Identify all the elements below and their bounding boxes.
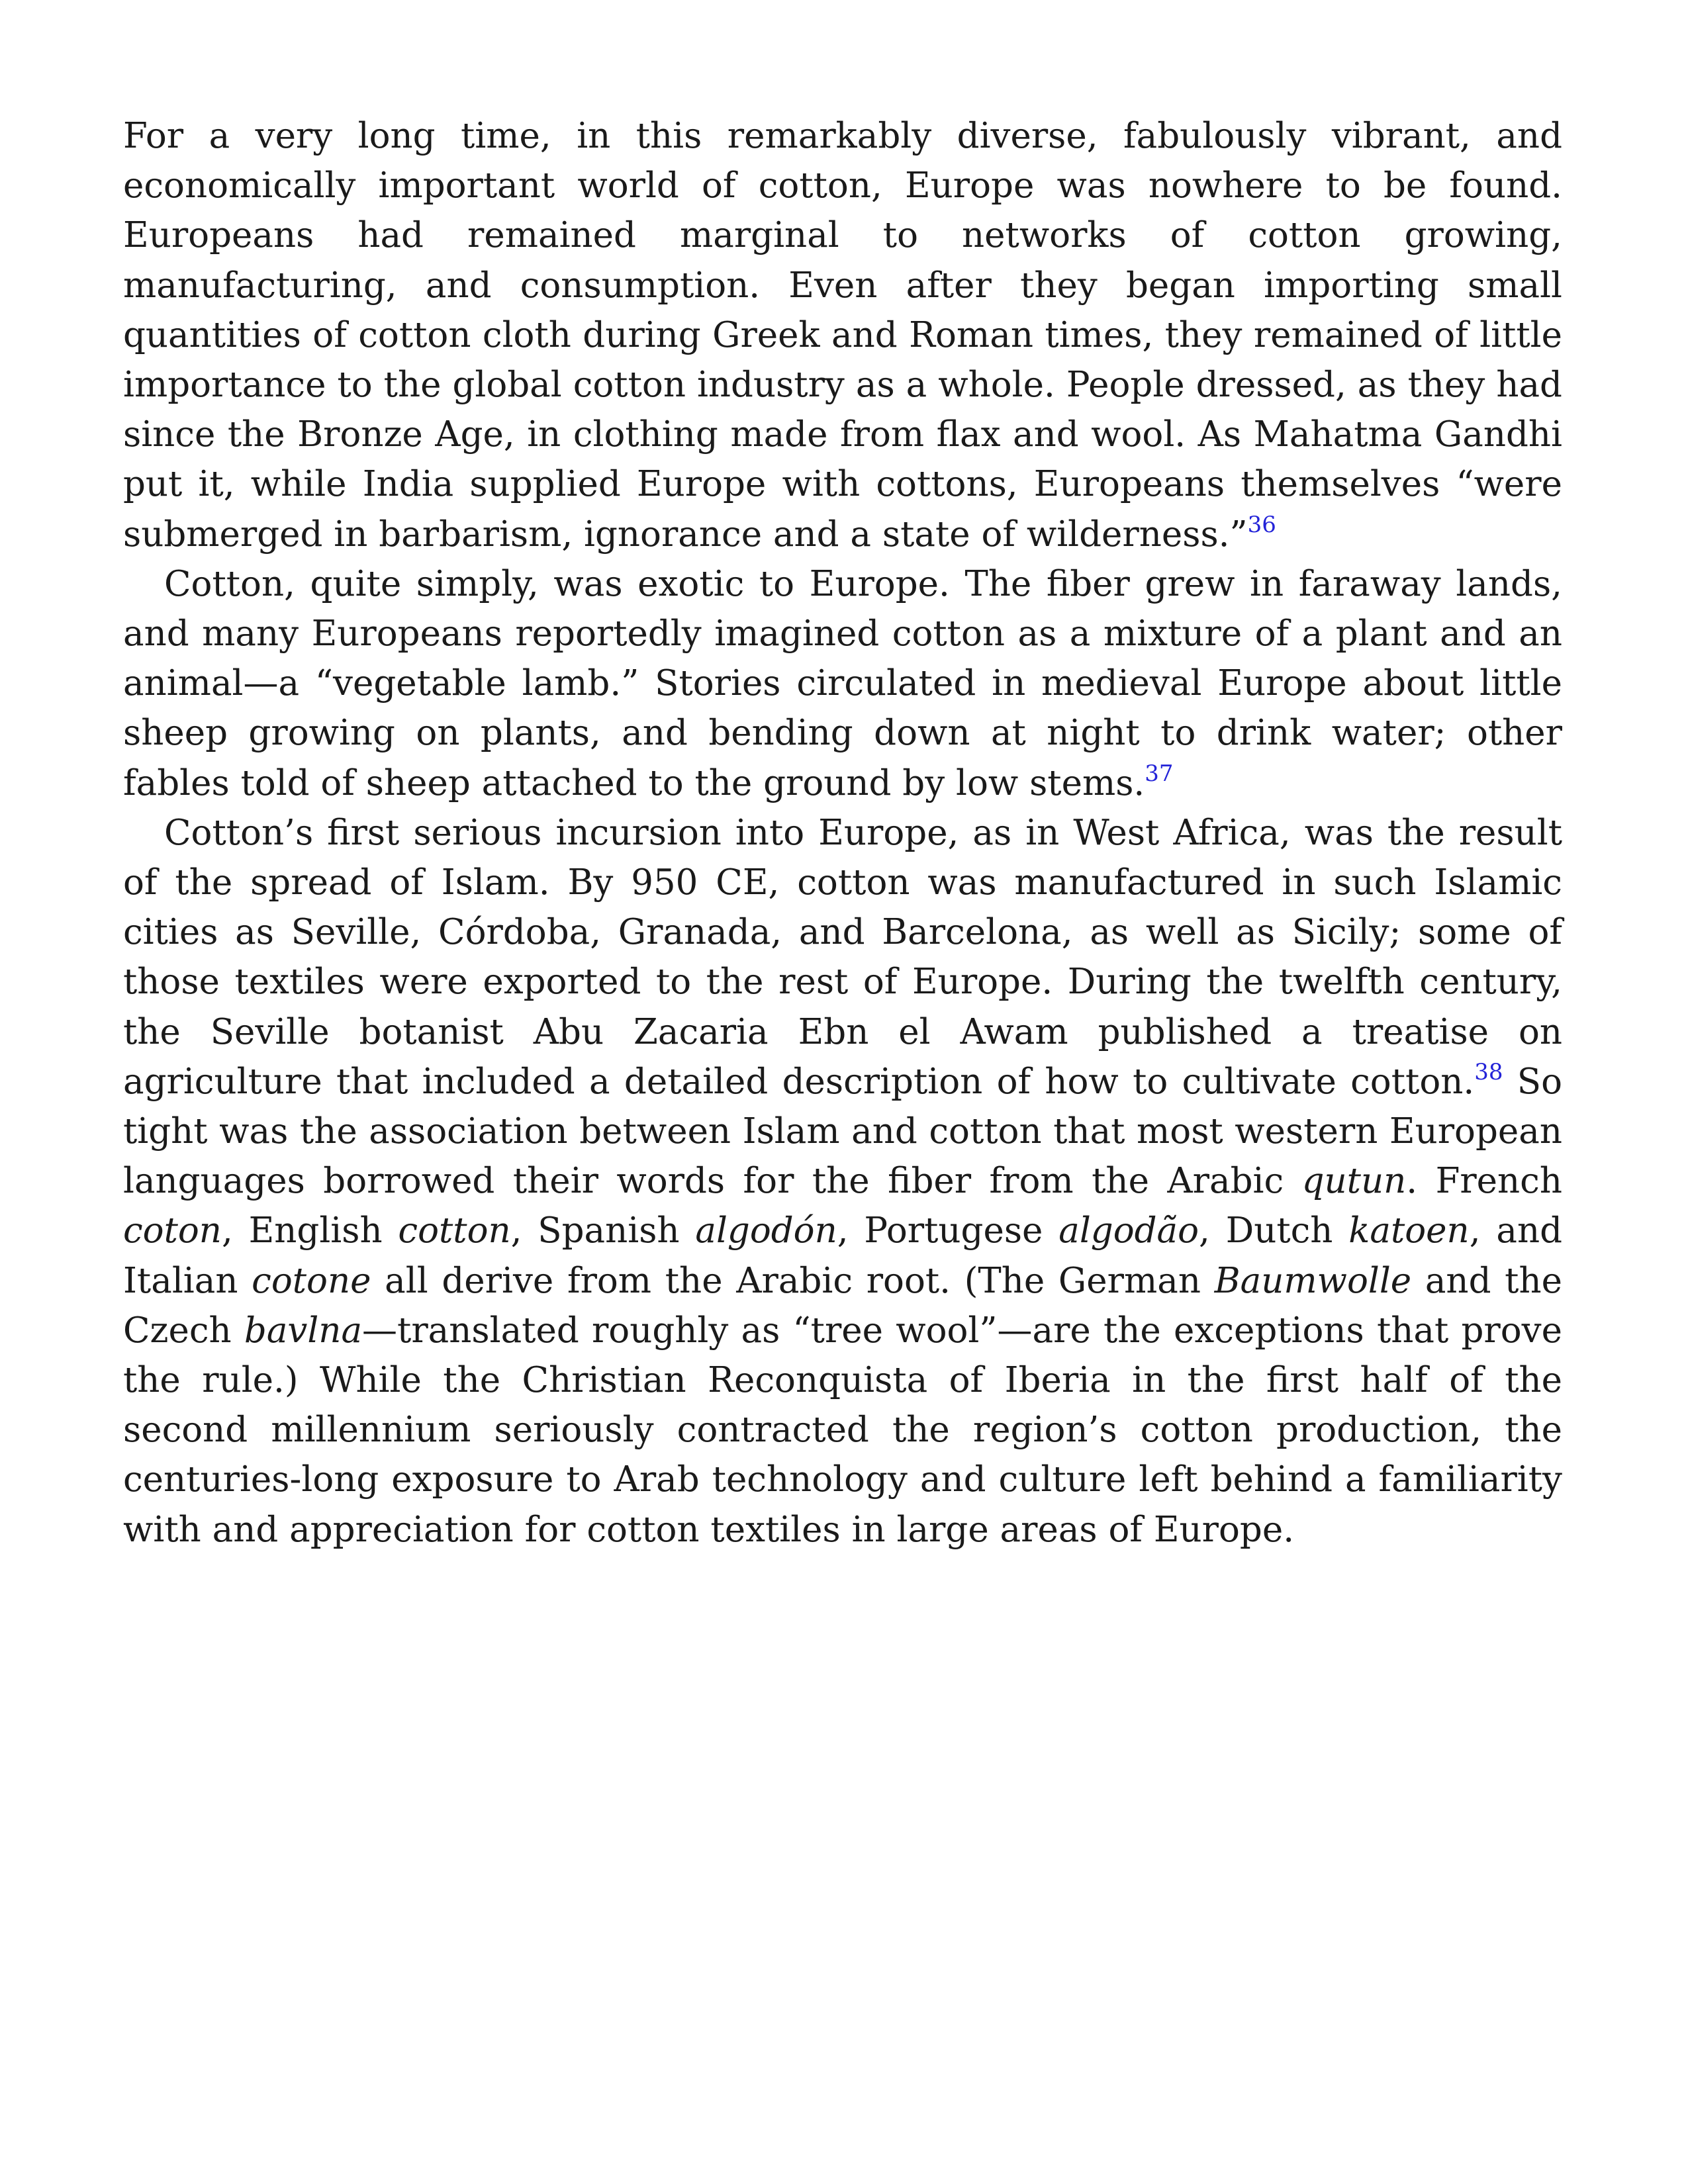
paragraph-text: . French [1406, 1161, 1562, 1202]
italic-term-algodon: algodón [695, 1210, 837, 1251]
italic-term-algodao: algodão [1058, 1210, 1199, 1251]
paragraph-text: and the Czech [123, 1260, 1562, 1351]
document-page [123, 111, 1562, 1555]
paragraph-text: Cotton’s first serious incursion into Europe, as in West Africa, was the result of the spread of Islam. By 950 CE, cotton was manufactured in such Islamic cities as Seville, Córdoba, Granada, and Barcelona, as well as Sicily; some of those textiles were exported to the rest of Europe. During the twelfth century, the Seville botanist Abu Zacaria Ebn el Awam published a treatise on agriculture that included a detailed description of how to cultivate cotton. [123, 812, 1562, 1102]
paragraph-text: , Spanish [510, 1210, 696, 1251]
paragraph-text: , and Italian [123, 1210, 1563, 1301]
footnote-link-38[interactable]: 38 [1474, 1058, 1503, 1085]
paragraph-3 [123, 808, 1562, 1555]
italic-term-cotone: cotone [252, 1260, 371, 1301]
footnote-link-37[interactable]: 37 [1145, 760, 1174, 787]
paragraph-text: So tight was the association between Islam and cotton that most western European languages borrowed their words for the fiber from the Arabic [123, 1061, 1563, 1202]
paragraph-text: , Portugese [837, 1210, 1059, 1251]
paragraph-text: Cotton, quite simply, was exotic to Europe. The fiber grew in faraway lands, and many Europeans reportedly imagined cotton as a mixture of a plant and an animal—a “vegetable lamb.” Stories circulated in medieval Europe about little sheep growing on plants, and bending down at night to drink water; other fables told of sheep attached to the ground by low stems. [123, 563, 1562, 803]
paragraph-1 [123, 111, 1562, 559]
italic-term-bavlna: bavlna [244, 1310, 363, 1351]
italic-term-katoen: katoen [1348, 1210, 1470, 1251]
paragraph-text: all derive from the Arabic root. (The German [371, 1260, 1215, 1301]
italic-term-qutun: qutun [1301, 1161, 1407, 1202]
paragraph-2 [123, 559, 1562, 808]
paragraph-text: For a very long time, in this remarkably diverse, fabulously vibrant, and economically important world of cotton, Europe was nowhere to be found. Europeans had remained marginal to networks of cotton growing, manufacturing, and consumption. Even after they began importing small quantities of cotton cloth during Greek and Roman times, they remained of little importance to the global cotton industry as a whole. People dressed, as they had since the Bronze Age, in clothing made from flax and wool. As Mahatma Gandhi put it, while India supplied Europe with cottons, Europeans themselves “were submerged in barbarism, ignorance and a state of wilderness.” [123, 116, 1562, 555]
italic-term-baumwolle: Baumwolle [1214, 1260, 1412, 1301]
italic-term-coton: coton [123, 1210, 222, 1251]
paragraph-text: , English [221, 1210, 399, 1251]
paragraph-text: —translated roughly as “tree wool”—are the exceptions that prove the rule.) While the Christian Reconquista of Iberia in the first half of the second millennium seriously contracted the region’s cotton production, the centuries-long exposure to Arab technology and culture left behind a familiarity with and appreciation for cotton textiles in large areas of Europe. [123, 1310, 1562, 1550]
paragraph-text: , Dutch [1199, 1210, 1349, 1251]
footnote-link-36[interactable]: 36 [1247, 511, 1276, 538]
italic-term-cotton: cotton [398, 1210, 511, 1251]
